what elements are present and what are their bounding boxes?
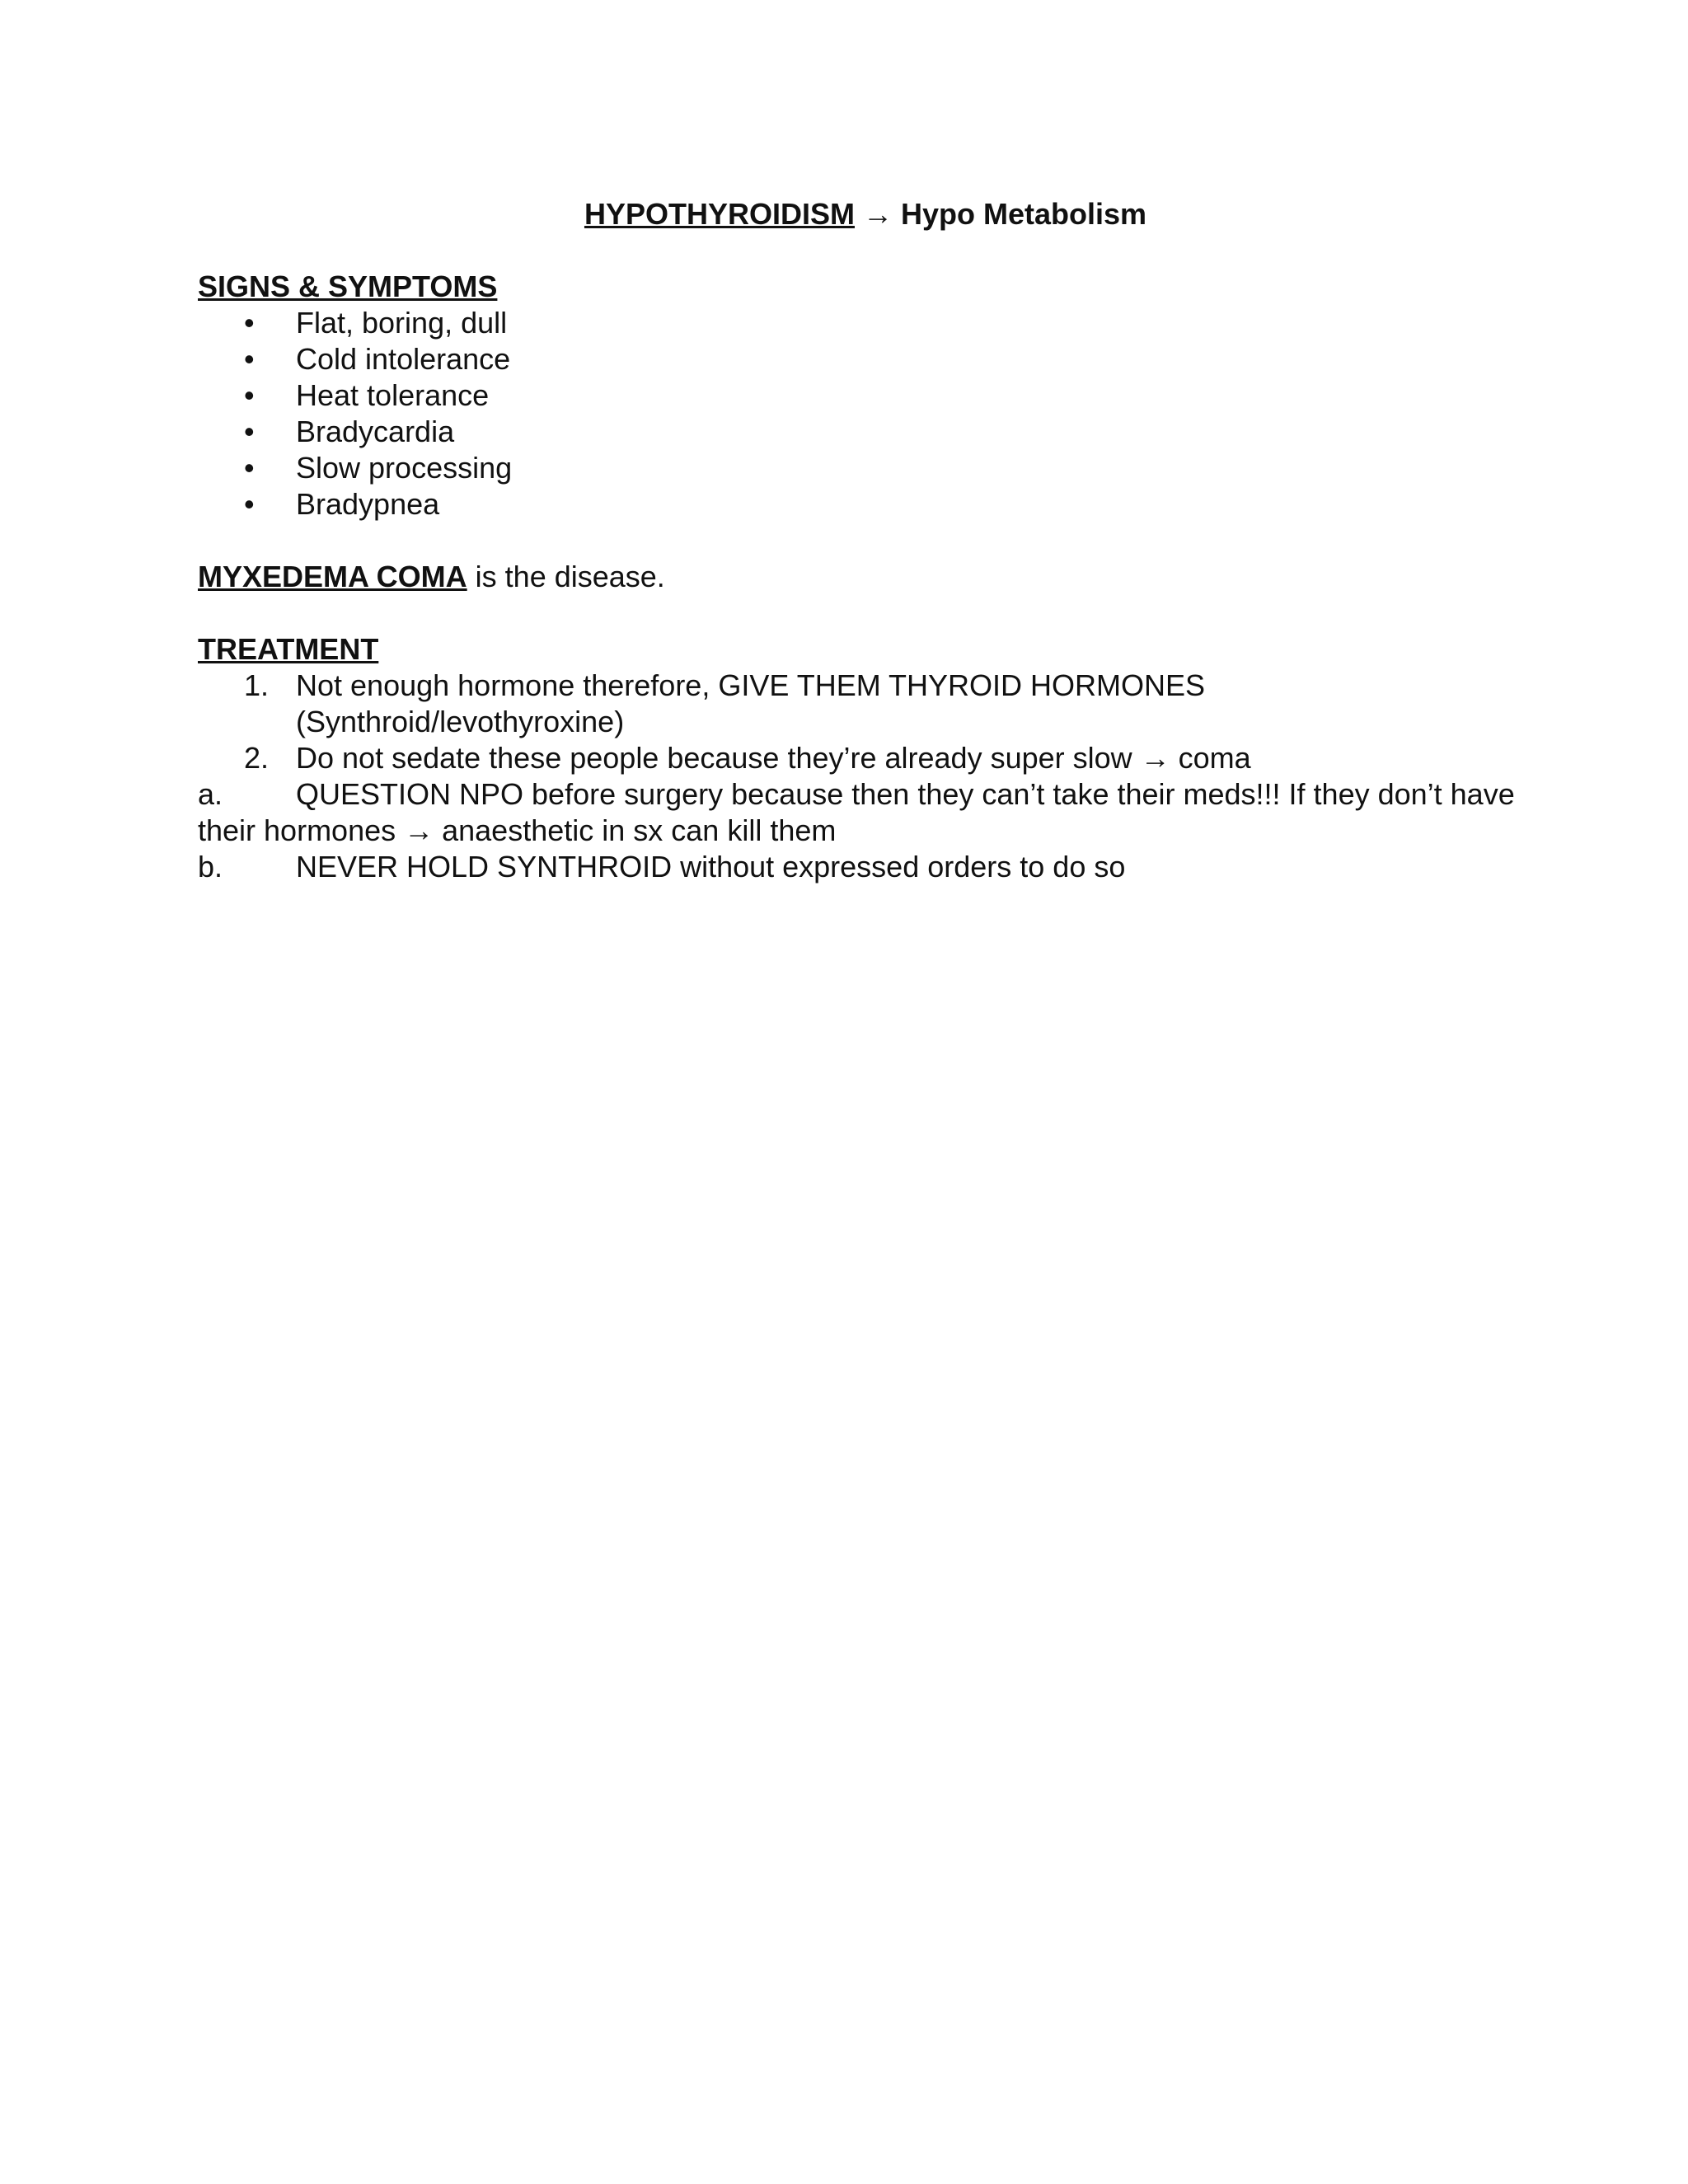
myxedema-text: is the disease. — [467, 560, 665, 593]
list-item-text: Bradypnea — [296, 487, 440, 521]
lettered-item-text: NEVER HOLD SYNTHROID without expressed orders to do so — [296, 850, 1126, 883]
lettered-item-text: QUESTION NPO before surgery because then they can’t take their meds!!! If they don’t have their hormones → anaesthetic in sx can kill them — [198, 777, 1515, 847]
list-item — [198, 305, 1533, 341]
bullet-icon: • — [244, 306, 255, 340]
list-item-text: Do not sedate these people because they’re already super slow → coma — [296, 741, 1251, 775]
list-item — [198, 450, 1533, 486]
lettered-item — [198, 849, 1533, 885]
list-item-text: Slow processing — [296, 451, 513, 485]
list-item — [198, 668, 1533, 740]
list-number: 2. — [244, 741, 270, 775]
signs-heading: SIGNS & SYMPTOMS — [198, 269, 498, 303]
list-item — [198, 486, 1533, 523]
title-rest: → Hypo Metabolism — [854, 197, 1147, 231]
bullet-icon: • — [244, 378, 255, 412]
lettered-item — [198, 776, 1533, 849]
list-item-text: Heat tolerance — [296, 378, 490, 412]
document-content — [198, 196, 1533, 885]
list-item-text: Not enough hormone therefore, GIVE THEM THYROID HORMONES (Synthroid/levothyroxine) — [296, 668, 1206, 738]
list-item — [198, 740, 1533, 776]
list-item-text: Cold intolerance — [296, 342, 511, 376]
list-item — [198, 341, 1533, 377]
treatment-heading: TREATMENT — [198, 632, 379, 666]
list-letter: a. — [198, 777, 223, 811]
list-letter: b. — [198, 850, 223, 883]
bullet-icon: • — [244, 415, 255, 448]
bullet-icon: • — [244, 487, 255, 521]
page-title — [198, 196, 1533, 232]
spacer — [198, 595, 1533, 631]
signs-list — [198, 305, 1533, 523]
list-item-text: Bradycardia — [296, 415, 455, 448]
title-main: HYPOTHYROIDISM — [584, 197, 855, 231]
myxedema-term: MYXEDEMA COMA — [198, 560, 467, 593]
spacer — [198, 523, 1533, 559]
list-item — [198, 414, 1533, 450]
list-number: 1. — [244, 668, 270, 702]
bullet-icon: • — [244, 342, 255, 376]
list-item — [198, 377, 1533, 414]
treatment-list — [198, 668, 1533, 776]
list-item-text: Flat, boring, dull — [296, 306, 508, 340]
myxedema-paragraph — [198, 559, 1533, 595]
bullet-icon: • — [244, 451, 255, 485]
